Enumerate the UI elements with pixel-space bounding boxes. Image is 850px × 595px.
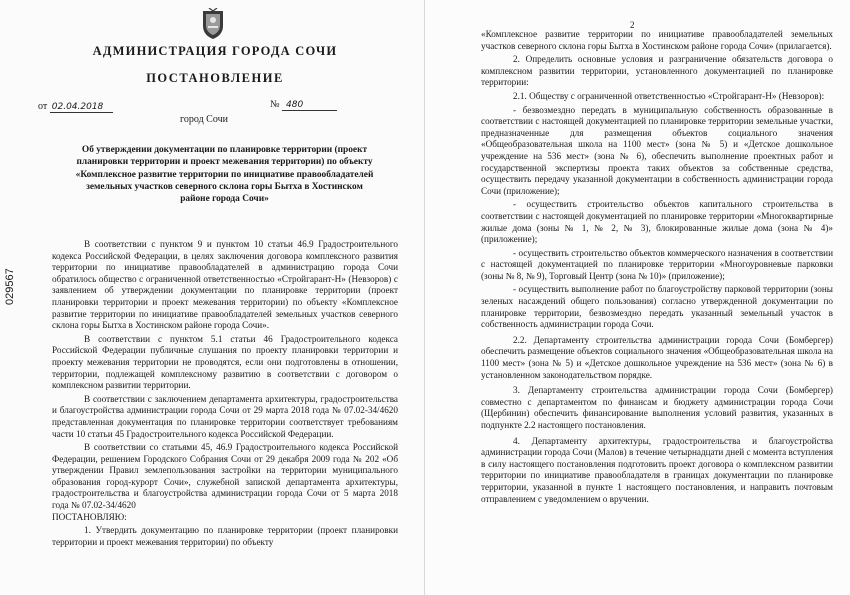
paragraph: 2.2. Департаменту строительства администрации города Сочи (Бомбергер) обеспечить размещение объектов социального значения «Общеобразовательная школа на 1100 мест» (зона № 5) и «Детское дошкольное учреждение на 536 мест» (зона № 6) в установленном законодательством порядке. — [481, 334, 833, 380]
paragraph: В соответствии с пунктом 5.1 статьи 46 Градостроительного кодекса Российской Федерации публичные слушания по проекту планировки территории и проекту межевания территории не проводятся, если они подготовлены в отношении, территории, подлежащей комплексному развитию в соответствии с договором о комплексном развитии территории. — [52, 333, 398, 391]
right-body — [481, 29, 833, 507]
number-value: 480 — [282, 100, 337, 111]
paragraph: В соответствии с заключением департамента архитектуры, градостроительства и благоустройства администрации города Сочи от 29 марта 2018 года № 07.02-34/4620 представленная документация по планировке территории соответствует требованиям части 10 статьи 45 Градостроительного кодекса Российской Федерации. — [52, 393, 398, 439]
paragraph: 2.1. Обществу с ограниченной ответственностью «Стройгарант-Н» (Невзоров): — [513, 90, 825, 101]
number-prefix: № — [270, 99, 280, 110]
paragraph: 4. Департаменту архитектуры, градостроительства и благоустройства администрации города Сочи (Малов) в течение четырнадцати дней с момента вступления в силу настоящего постановления подготовить проект договора о комплексном развитии территории по инициативе правообладателя в границах документации по планировке территории, указанной в пункте 1 настоящего постановления, и направить почтовым отправлением с уведомлением о вручении. — [481, 435, 833, 504]
page-number: 2 — [630, 20, 635, 30]
administration-title: АДМИНИСТРАЦИЯ ГОРОДА СОЧИ — [92, 44, 338, 58]
document-date — [38, 101, 113, 112]
paragraph: «Комплексное развитие территории по инициативе правообладателей земельных участков северного склона горы Бытха в Хостинском районе города Сочи» (прилагается). — [481, 29, 833, 51]
serial-number: 029567 — [4, 268, 16, 305]
paragraph: В соответствии с пунктом 9 и пунктом 10 статьи 46.9 Градостроительного кодекса Российской Федерации, в целях заключения договора комплексного развития территории по инициативе правообладателей в администрацию города Сочи обратилось общество с ограниченной ответственностью «Стройгарант-Н» (Невзоров) с заявлением об утверждении документации по планировке территории (проект планировки территории и проект межевания территории) по объекту «Комплексное развитие территории по инициативе правообладателей земельных участков северного склона горы Бытха в Хостинском районе города Сочи». — [52, 239, 398, 331]
paragraph: - осуществить строительство объектов коммерческого назначения в соответствии с настоящей документацией по планировке территории «Многоуровневые парковки (зоны № 8, № 9), Торговый Центр (зона № 10)» (приложение); — [481, 247, 833, 281]
paragraph: 2. Определить основные условия и разграничение обязательств договора о комплексном развитии территории, установленного документацией по планировке территории: — [481, 54, 833, 88]
document-type: ПОСТАНОВЛЕНИЕ — [146, 71, 284, 85]
document-subject: Об утверждении документации по планировке территории (проект планировки территории и проект межевания территории) по объекту «Комплексное развитие территории по инициативе правообладателей земельных участков северного склона горы Бытха в Хостинском районе города Сочи» — [75, 145, 374, 205]
date-value: 02.04.2018 — [50, 102, 114, 113]
paragraph: - безвозмездно передать в муниципальную собственность образованные в соответствии с настоящей документацией по планировке территории земельные участки, предназначенные для размещения объектов социального значения «Общеобразовательная школа на 1100 мест» (зона № 5) и «Детское дошкольное учреждение на 536 мест» (зона № 6), обеспечить выполнение проектных работ и государственной экспертизы проекта таких объектов за собственные средства, осуществить передачу указанной документации в собственность администрации города Сочи (приложение); — [481, 104, 833, 196]
paragraph: В соответствии со статьями 45, 46.9 Градостроительного кодекса Российской Федерации, решением Городского Собрания Сочи от 29 декабря 2009 года № 202 «Об утверждении Правил землепользования застройки на территории муниципального образования город-курорт Сочи», служебной запиской департамента архитектуры, градостроительства и благоустройства администрации города Сочи от 5 марта 2018 года № 07.02-34/4620 — [52, 442, 398, 511]
left-body — [52, 239, 398, 550]
coat-of-arms-icon — [200, 8, 226, 40]
paragraph: - осуществить выполнение работ по благоустройству парковой территории (зоны зеленых насаждений общего пользования) согласно утвержденной документации по планировке территории, безвозмездно передать указанный земельный участок в собственность администрации города Сочи. — [481, 284, 833, 330]
date-prefix: от — [38, 101, 48, 112]
right-page — [425, 0, 850, 595]
paragraph: - осуществить строительство объектов капитального строительства в соответствии с настоящей документацией по планировке территории «Многоквартирные жилые дома (зоны № 1, № 2, № 3), блокированные жилые дома (зона № 4)» (приложение); — [481, 199, 833, 245]
document-number — [270, 99, 337, 110]
paragraph: 1. Утвердить документацию по планировке территории (проект планировки территории и проект межевания территории) по объекту — [52, 525, 398, 547]
paragraph: 3. Департаменту строительства администрации города Сочи (Бомбергер) совместно с департаментом по финансам и бюджету администрации города Сочи (Щербинин) обеспечить финансирование выполнения условий развития, указанных в подпункте 2.2 настоящего постановления. — [481, 385, 833, 430]
city-name: город Сочи — [180, 114, 228, 125]
resolve-heading: ПОСТАНОВЛЯЮ: — [52, 511, 127, 522]
